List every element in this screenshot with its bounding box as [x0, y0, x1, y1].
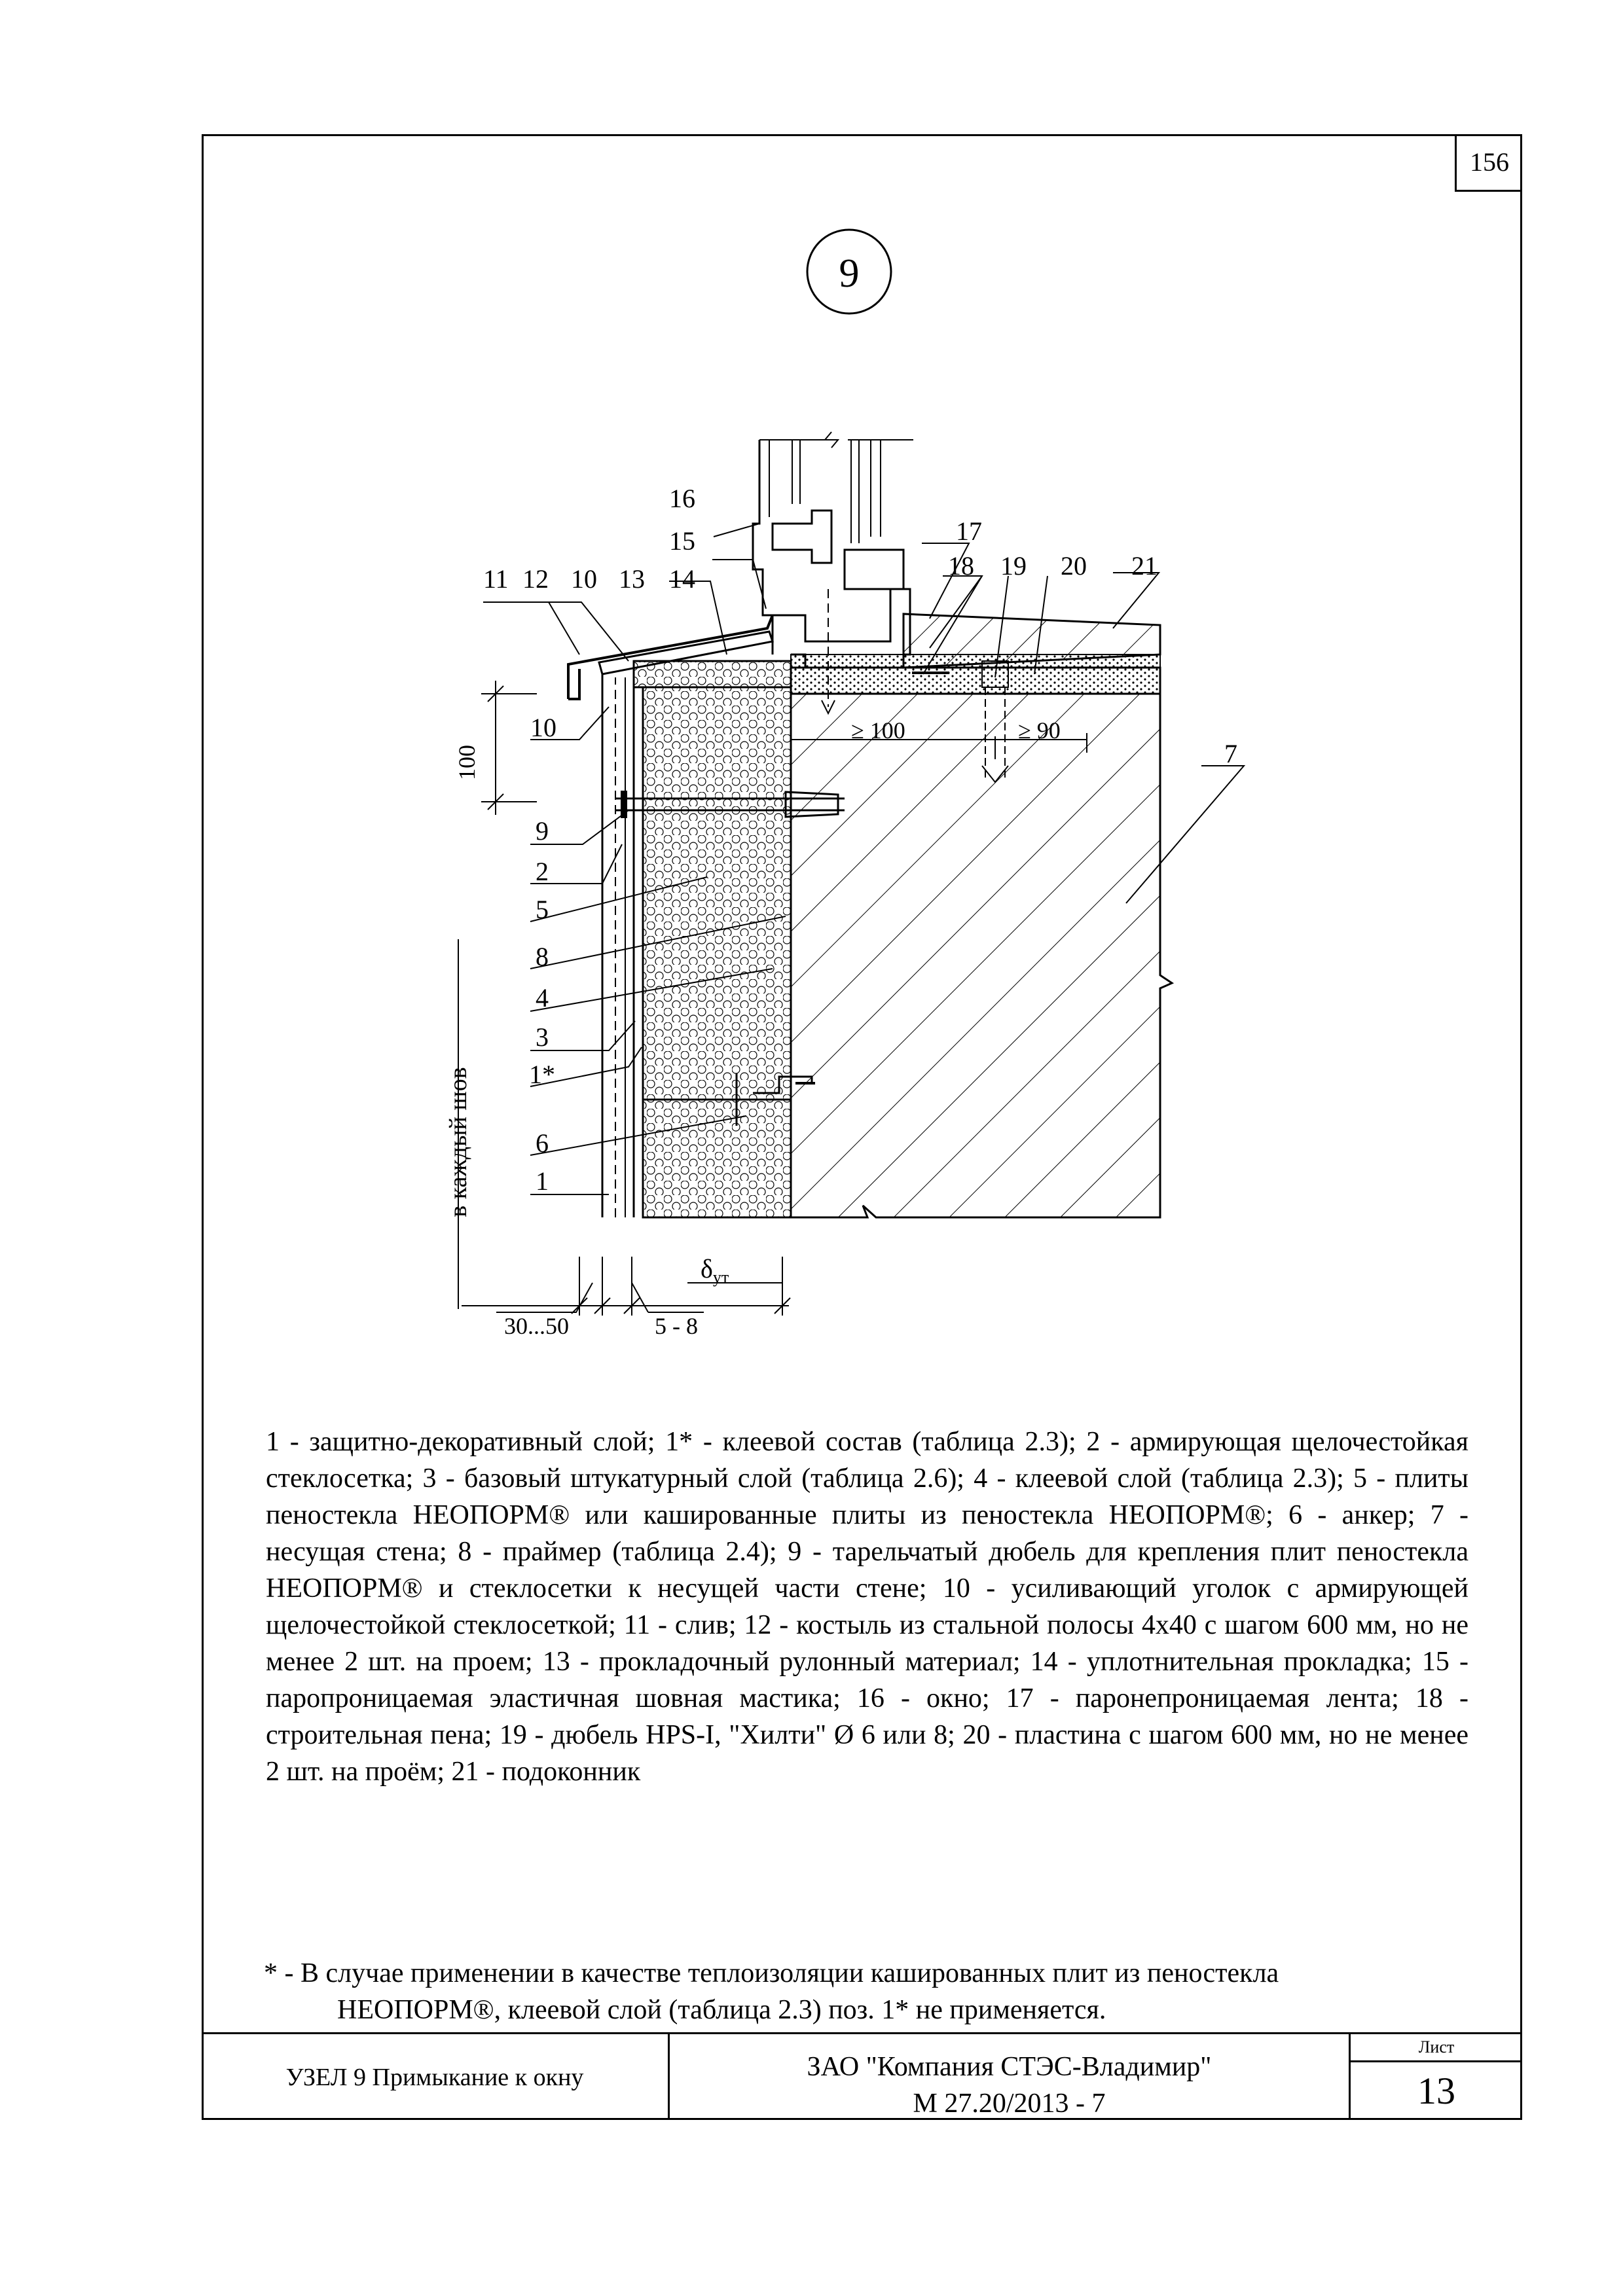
organization-name: ЗАО "Компания СТЭС-Владимир" — [807, 2052, 1212, 2082]
sheet-block — [1351, 2034, 1522, 2120]
bearing-wall — [791, 694, 1172, 1217]
sheet-label: Лист — [1351, 2034, 1522, 2062]
callout-1-star: 1* — [529, 1060, 555, 1089]
sheet-number: 13 — [1417, 2070, 1455, 2112]
dim-delta: $\delta_{ут}$ — [701, 1254, 729, 1287]
callout-20: 20 — [1061, 551, 1087, 581]
footnote-line-1: * - В случае применении в качестве теплоизоляции кашированных плит из пеностекла — [264, 1958, 1279, 1988]
callout-10: 10 — [530, 713, 556, 742]
title-block — [202, 2032, 1522, 2120]
callout-16: 16 — [669, 484, 695, 513]
organization-block — [670, 2034, 1351, 2120]
callout-6: 6 — [536, 1128, 549, 1158]
callout-5: 5 — [536, 895, 549, 924]
dim-seam: в каждый шов — [445, 1067, 472, 1217]
footnote — [264, 1955, 1475, 2028]
callout-1: 1 — [536, 1166, 549, 1196]
callout-12: 12 — [522, 564, 549, 594]
footnote-line-2: НЕОПОРМ®, клеевой слой (таблица 2.3) поз. 1* не применяется. — [337, 1995, 1106, 2025]
foam-layer — [791, 655, 1160, 668]
sill-slab — [791, 614, 1160, 694]
callout-14: 14 — [669, 564, 695, 594]
callout-11: 11 — [483, 564, 509, 594]
callout-10-top: 10 — [571, 564, 597, 594]
callout-19: 19 — [1000, 551, 1027, 581]
node-name — [202, 2034, 670, 2120]
callout-3: 3 — [536, 1022, 549, 1052]
callout-17: 17 — [956, 516, 982, 546]
dim-adhesive: 5 - 8 — [655, 1313, 698, 1339]
callout-9: 9 — [536, 816, 549, 846]
callout-18: 18 — [948, 551, 974, 581]
dim-ge100: ≥ 100 — [851, 717, 905, 744]
callout-21: 21 — [1131, 551, 1158, 581]
insulation-boards — [634, 661, 791, 1217]
document-code: М 27.20/2013 - 7 — [913, 2089, 1106, 2119]
callout-8: 8 — [536, 942, 549, 971]
node-number: 9 — [839, 251, 860, 296]
dim-gap: 30...50 — [504, 1313, 569, 1339]
callout-4: 4 — [536, 983, 549, 1013]
callout-13: 13 — [619, 564, 645, 594]
node-number-marker — [807, 230, 891, 314]
page-number: 156 — [1455, 134, 1522, 192]
callout-15: 15 — [669, 526, 695, 556]
dim-ge90: ≥ 90 — [1018, 717, 1061, 744]
dim-100: 100 — [454, 745, 480, 780]
callout-2: 2 — [536, 857, 549, 886]
callout-7: 7 — [1224, 739, 1237, 768]
legend-text: 1 - защитно-декоративный слой; 1* - клеевой состав (таблица 2.3); 2 - армирующая щелочестойкая стеклосетка; 3 - базовый штукатурный слой (таблица 2.6); 4 - клеевой слой (таблица 2.3); 5 - плиты пеностекла НЕОПОРМ® или кашированные плиты из пеностекла НЕОПОРМ®; 6 - анкер; 7 - несущая стена; 8 - праймер (таблица 2.4); 9 - тарельчатый дюбель для крепления плит пеностекла НЕОПОРМ® и стеклосетки к несущей части стене; 10 - усиливающий уголок с армирующей щелочестойкой стеклосеткой; 11 - слив; 12 - костыль из стальной полосы 4х40 с шагом 600 мм, но не менее 2 шт. на проем; 13 - прокладочный рулонный материал; 14 - уплотнительная прокладка; 15 - паропроницаемая эластичная шовная мастика; 16 - окно; 17 - паронепроницаемая лента; 18 - строительная пена; 19 - дюбель HPS-I, "Хилти" Ø 6 или 8; 20 - пластина с шагом 600 мм, но не менее 2 шт. на проём; 21 - подоконник — [266, 1427, 1468, 1787]
node-name-text: УЗЕЛ 9 Примыкание к окну — [285, 2063, 584, 2091]
